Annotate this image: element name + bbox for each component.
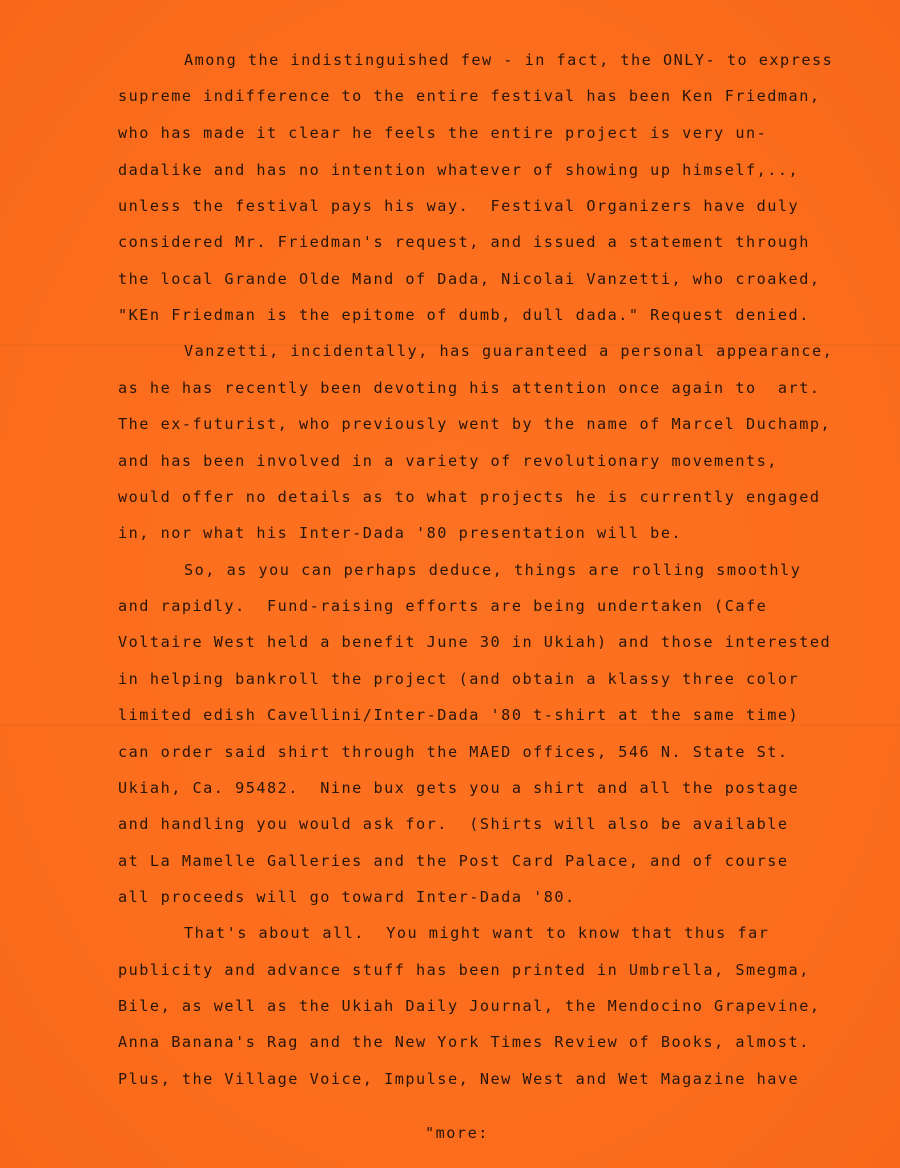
text-line: in helping bankroll the project (and obtain a klassy three color	[118, 670, 800, 688]
text-line: unless the festival pays his way. Festival Organizers have duly	[118, 197, 800, 215]
text-line: The ex-futurist, who previously went by the name of Marcel Duchamp,	[118, 415, 832, 433]
text-line: and rapidly. Fund-raising efforts are being undertaken (Cafe	[118, 597, 768, 615]
text-line: Ukiah, Ca. 95482. Nine bux gets you a shirt and all the postage	[118, 779, 800, 797]
text-line: can order said shirt through the MAED offices, 546 N. State St.	[118, 743, 789, 761]
text-line: Anna Banana's Rag and the New York Times Review of Books, almost.	[118, 1033, 810, 1051]
text-line: Plus, the Village Voice, Impulse, New West and Wet Magazine have	[118, 1070, 800, 1088]
text-line: Vanzetti, incidentally, has guaranteed a personal appearance,	[184, 342, 834, 360]
text-line: publicity and advance stuff has been printed in Umbrella, Smegma,	[118, 961, 810, 979]
text-line: who has made it clear he feels the entire project is very un-	[118, 124, 768, 142]
text-line: Bile, as well as the Ukiah Daily Journal, the Mendocino Grapevine,	[118, 997, 821, 1015]
text-line: considered Mr. Friedman's request, and issued a statement through	[118, 233, 810, 251]
text-line: at La Mamelle Galleries and the Post Card Palace, and of course	[118, 852, 789, 870]
text-line: the local Grande Olde Mand of Dada, Nicolai Vanzetti, who croaked,	[118, 270, 821, 288]
text-line: all proceeds will go toward Inter-Dada '80.	[118, 888, 576, 906]
text-line: dadalike and has no intention whatever of showing up himself,..,	[118, 161, 800, 179]
text-line: Among the indistinguished few - in fact, the ONLY- to express	[184, 51, 834, 69]
continuation-note: "more:	[425, 1124, 489, 1142]
text-line: in, nor what his Inter-Dada '80 presentation will be.	[118, 524, 683, 542]
text-line: So, as you can perhaps deduce, things are rolling smoothly	[184, 561, 802, 579]
text-line: That's about all. You might want to know that thus far	[184, 924, 770, 942]
text-line: would offer no details as to what projects he is currently engaged	[118, 488, 821, 506]
text-line: "KEn Friedman is the epitome of dumb, dull dada." Request denied.	[118, 306, 810, 324]
text-line: as he has recently been devoting his attention once again to art.	[118, 379, 821, 397]
text-line: supreme indifference to the entire festival has been Ken Friedman,	[118, 87, 821, 105]
text-line: limited edish Cavellini/Inter-Dada '80 t-shirt at the same time)	[118, 706, 800, 724]
text-line: and handling you would ask for. (Shirts will also be available	[118, 815, 789, 833]
text-line: Voltaire West held a benefit June 30 in Ukiah) and those interested	[118, 633, 832, 651]
text-line: and has been involved in a variety of revolutionary movements,	[118, 452, 778, 470]
